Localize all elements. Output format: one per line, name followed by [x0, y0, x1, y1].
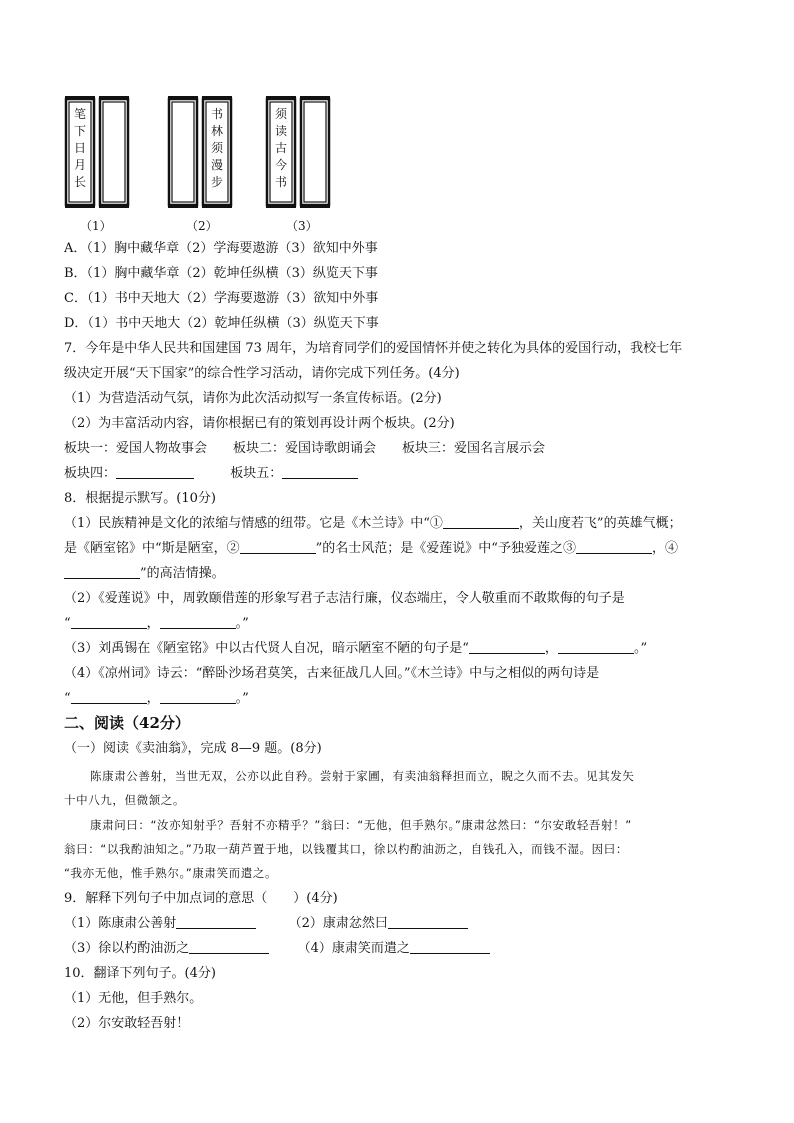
q9-blank-4[interactable]: [410, 940, 490, 954]
passage-line: 十中八九，但微颔之。: [64, 793, 185, 807]
scroll-2-text: 书 林 须 漫 步: [210, 107, 223, 189]
q8-blank-9[interactable]: [71, 690, 147, 704]
q9-stem: 9．解释下列句子中加点词的意思（ ）(4分): [64, 891, 338, 906]
figure-label-3: （3）: [286, 219, 318, 233]
q9-blank-1[interactable]: [176, 915, 256, 929]
q8-line-1: （1）民族精神是文化的浓缩与情感的纽带。它是《木兰诗》中“① ，关山度若飞”的英雄气概；: [64, 516, 682, 531]
q10-item-2: （2）尔安敢轻吾射！: [64, 1016, 190, 1031]
q6-option-b: B．（1）胸中藏华章（2）乾坤任纵横（3）纵览天下事: [64, 266, 378, 281]
q7-stem-line-1: 7．今年是中华人民共和国建国 73 周年，为培育同学们的爱国情怀并使之转化为具体的爱国行动，我校七年: [64, 341, 683, 356]
module-5-label: 板块五：: [230, 466, 283, 481]
q6-option-d: D．（1）书中天地大（2）乾坤任纵横（3）纵览天下事: [64, 316, 379, 331]
figure-label-2: （2）: [186, 219, 218, 233]
q9-row-2: （3）徐以杓酌油沥之 （4）康肃笑而遣之: [64, 940, 490, 958]
q8-line-7: （4）《凉州词》诗云：“醉卧沙场君莫笑，古来征战几人回。”《木兰诗》中与之相似的两句诗是: [64, 666, 600, 681]
q8-line-8: “ ， 。”: [64, 691, 249, 706]
q9-blank-2[interactable]: [388, 915, 468, 929]
q8-line-5: “ ， 。”: [64, 616, 249, 631]
module-4-answer-blank[interactable]: [116, 465, 194, 479]
q8-line-6: （3）刘禹锡在《陋室铭》中以古代贤人自况，暗示陋室不陋的句子是“ ， 。”: [64, 641, 648, 656]
module-5-answer-blank[interactable]: [282, 465, 358, 479]
q8-blank-10[interactable]: [160, 690, 236, 704]
module-4-label: 板块四：: [64, 466, 117, 481]
q8-blank-5[interactable]: [71, 615, 147, 629]
passage-line: 陈康肃公善射，当世无双，公亦以此自矜。尝射于家圃，有卖油翁释担而立，睨之久而不去。见其发矢: [90, 769, 635, 783]
q8-stem: 8．根据提示默写。(10分): [64, 491, 216, 506]
section-2-heading: 二、阅读（42分）: [64, 714, 190, 732]
reading-part-1-title: （一）阅读《卖油翁》，完成 8—9 题。(8分): [64, 741, 322, 756]
q8-blank-4[interactable]: [64, 565, 140, 579]
q10-stem: 10．翻译下列句子。(4分): [64, 966, 216, 981]
q8-blank-7[interactable]: [469, 640, 545, 654]
q7-stem-line-2: 级决定开展“天下国家”的综合性学习活动，请你完成下列任务。(4分): [64, 366, 460, 381]
q8-blank-8[interactable]: [558, 640, 634, 654]
q8-blank-2[interactable]: [240, 540, 316, 554]
passage-line: 康肃问曰：“汝亦知射乎？吾射不亦精乎？”翁曰：“无他，但手熟尔。”康肃忿然曰：“尔安敢轻吾射！”: [90, 818, 632, 832]
scroll-1-text: 笔 下 日 月 长: [73, 107, 86, 189]
figure-label-1: （1）: [80, 219, 112, 233]
q7-subquestion-1: （1）为营造活动气氛，请你为此次活动拟写一条宣传标语。(2分): [64, 391, 442, 406]
q6-option-a: A．（1）胸中藏华章（2）学海要遨游（3）欲知中外事: [64, 241, 378, 256]
q8-blank-3[interactable]: [576, 540, 652, 554]
passage-line: 翁曰：“以我酌油知之。”乃取一葫芦置于地，以钱覆其口，徐以杓酌油沥之，自钱孔入，而钱不湿。因曰：: [64, 842, 628, 856]
q8-line-3: ”的高洁情操。: [64, 565, 225, 583]
q8-blank-6[interactable]: [160, 615, 236, 629]
q6-option-c: C．（1）书中天地大（2）学海要遨游（3）欲知中外事: [64, 291, 379, 306]
q9-row-1: （1）陈康肃公善射 （2）康肃忿然曰: [64, 915, 468, 933]
q7-subquestion-2: （2）为丰富活动内容，请你根据已有的策划再设计两个板块。(2分): [64, 416, 455, 431]
q7-new-modules: [64, 465, 358, 483]
q8-line-4: （2）《爱莲说》中，周敦颐借莲的形象写君子志洁行廉，仪态端庄，令人敬重而不敢欺侮的句子是: [64, 591, 625, 606]
q9-blank-3[interactable]: [189, 940, 269, 954]
scroll-3-text: 须 读 古 今 书: [274, 107, 287, 189]
q8-line-2: 是《陋室铭》中“斯是陋室，② ”的名士风范；是《爱莲说》中“予独爱莲之③ ，④: [64, 541, 678, 556]
q7-existing-modules: 板块一：爱国人物故事会 板块二：爱国诗歌朗诵会 板块三：爱国名言展示会: [64, 441, 546, 456]
q8-blank-1[interactable]: [443, 515, 519, 529]
passage-line: “我亦无他，惟手熟尔。”康肃笑而遣之。: [64, 866, 278, 880]
q10-item-1: （1）无他，但手熟尔。: [64, 991, 203, 1006]
